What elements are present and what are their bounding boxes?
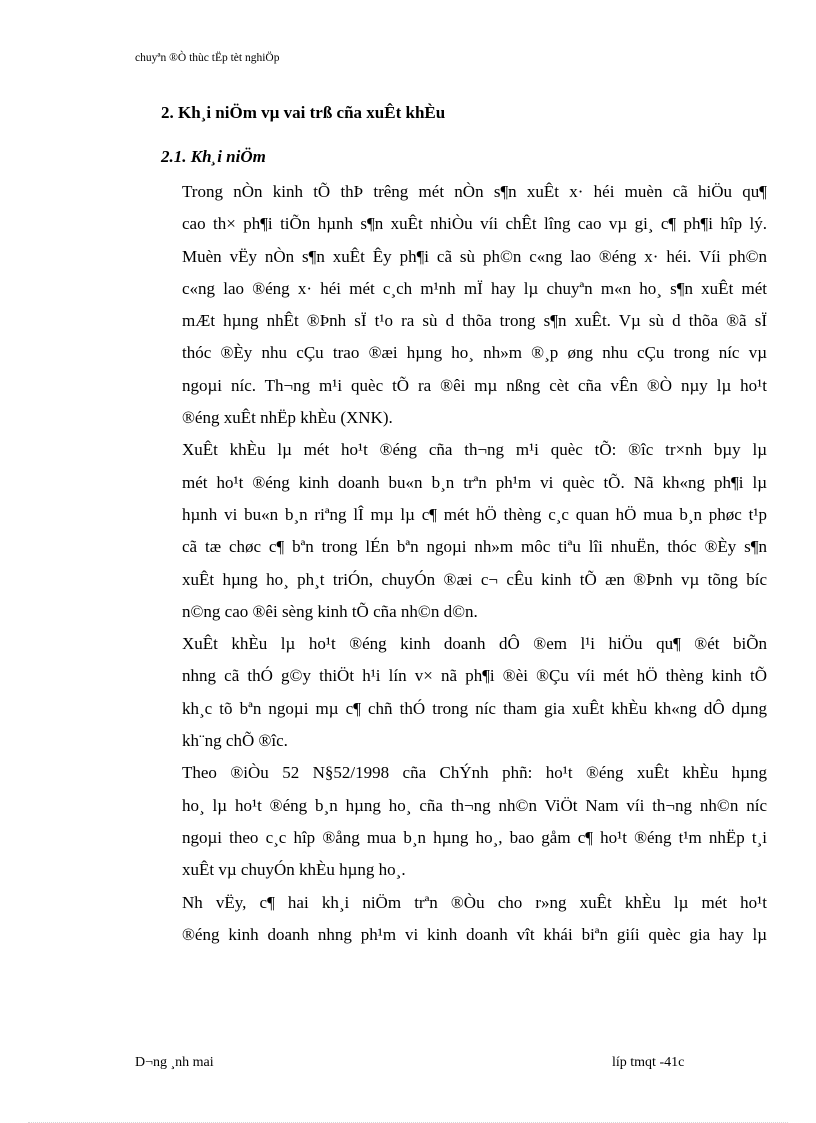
text-line: ®éng kinh doanh nhng ph¹m vi kinh doanh vît khái biªn giíi quèc gia hay lµ <box>182 924 767 944</box>
text-line: Trong nÒn kinh tÕ thÞ trêng mét nÒn s¶n xuÊt x· héi muèn cã hiÖu qu¶ <box>182 182 767 201</box>
text-line: ®éng xuÊt nhËp khÈu (XNK). <box>182 408 393 428</box>
text-line: Muèn vËy nÒn s¶n xuÊt Êy ph¶i cã sù ph©n c«ng lao ®éng x· héi. Víi ph©n <box>182 246 767 266</box>
text-line: n©ng cao ®êi sèng kinh tÕ cña nh©n d©n. <box>182 601 478 621</box>
paragraph-5 <box>135 887 767 952</box>
text-line: ngoµi theo c¸c hîp ®ång mua b¸n hµng ho¸, bao gåm c¶ ho¹t ®éng t¹m nhËp t¸i <box>182 827 767 847</box>
text-line: XuÊt khÈu lµ mét ho¹t ®éng cña th¬ng m¹i quèc tÕ: ®îc tr×nh bµy lµ <box>182 440 767 460</box>
paragraph-3 <box>135 628 767 757</box>
text-line: ho¸ lµ ho¹t ®éng b¸n hµng ho¸ cña th¬ng nh©n ViÖt Nam víi th¬ng nh©n níc <box>182 795 767 815</box>
paragraph-2 <box>135 434 767 628</box>
text-line: hµnh vi bu«n b¸n riªng lÎ mµ lµ c¶ mét hÖ thèng c¸c quan hÖ mua b¸n phøc t¹p <box>182 504 767 524</box>
footer-class: líp tmqt -41c <box>612 1055 685 1070</box>
text-line: Nh vËy, c¶ hai kh¸i niÖm trªn ®Òu cho r»ng xuÊt khÈu lµ mét ho¹t <box>182 892 767 912</box>
page-header: chuyªn ®Ò thùc tËp tèt nghiÖp <box>135 52 280 64</box>
paragraph-4 <box>135 757 767 886</box>
text-line: xuÊt vµ chuyÓn khÈu hµng ho¸. <box>182 860 406 880</box>
text-line: c«ng lao ®éng x· héi mét c¸ch m¹nh mÏ hay lµ chuyªn m«n ho¸ s¶n xuÊt mét <box>182 278 767 298</box>
subsection-title: 2.1. Kh¸i niÖm <box>161 147 266 166</box>
footer-author: D¬ng ¸nh mai <box>135 1055 214 1070</box>
text-line: cã tæ chøc c¶ bªn trong lÉn bªn ngoµi nh»m môc tiªu lîi nhuËn, thóc ®Èy s¶n <box>182 537 767 557</box>
text-line: cao th× ph¶i tiÕn hµnh s¶n xuÊt nhiÒu víi chÊt lîng cao vµ gi¸ c¶ ph¶i hîp lý. <box>182 214 767 234</box>
paragraph-1 <box>135 176 767 434</box>
body-text <box>135 176 767 951</box>
text-line: kh¨ng chÕ ®îc. <box>182 731 288 751</box>
text-line: kh¸c tõ bªn ngoµi mµ c¶ chñ thÓ trong níc tham gia xuÊt khÈu kh«ng dÔ dµng <box>182 698 767 718</box>
text-line: mét ho¹t ®éng kinh doanh bu«n b¸n trªn ph¹m vi quèc tÕ. Nã kh«ng ph¶i lµ <box>182 472 767 492</box>
text-line: xuÊt hµng ho¸ ph¸t triÓn, chuyÓn ®æi c¬ cÊu kinh tÕ æn ®Þnh vµ tõng bíc <box>182 569 767 589</box>
text-line: XuÊt khÈu lµ ho¹t ®éng kinh doanh dÔ ®em l¹i hiÖu qu¶ ®ét biÕn <box>182 634 767 654</box>
text-line: thóc ®Èy nhu cÇu trao ®æi hµng ho¸ nh»m ®¸p øng nhu cÇu trong níc vµ <box>182 343 767 363</box>
text-line: nhng cã thÓ g©y thiÖt h¹i lín v× nã ph¶i ®èi ®Çu víi mét hÖ thèng kinh tÕ <box>182 666 767 686</box>
section-title: 2. Kh¸i niÖm vµ vai trß cña xuÊt khÈu <box>161 103 446 122</box>
text-line: mÆt hµng nhÊt ®Þnh sÏ t¹o ra sù d thõa trong s¶n xuÊt. Vµ sù d thõa ®ã sÏ <box>182 311 767 331</box>
text-line: ngoµi níc. Th¬ng m¹i quèc tÕ ra ®êi mµ nßng cèt cña vÊn ®Ò nµy lµ ho¹t <box>182 375 767 395</box>
text-line: Theo ®iÒu 52 N§52/1998 cña ChÝnh phñ: ho¹t ®éng xuÊt khÈu hµng <box>182 763 767 783</box>
